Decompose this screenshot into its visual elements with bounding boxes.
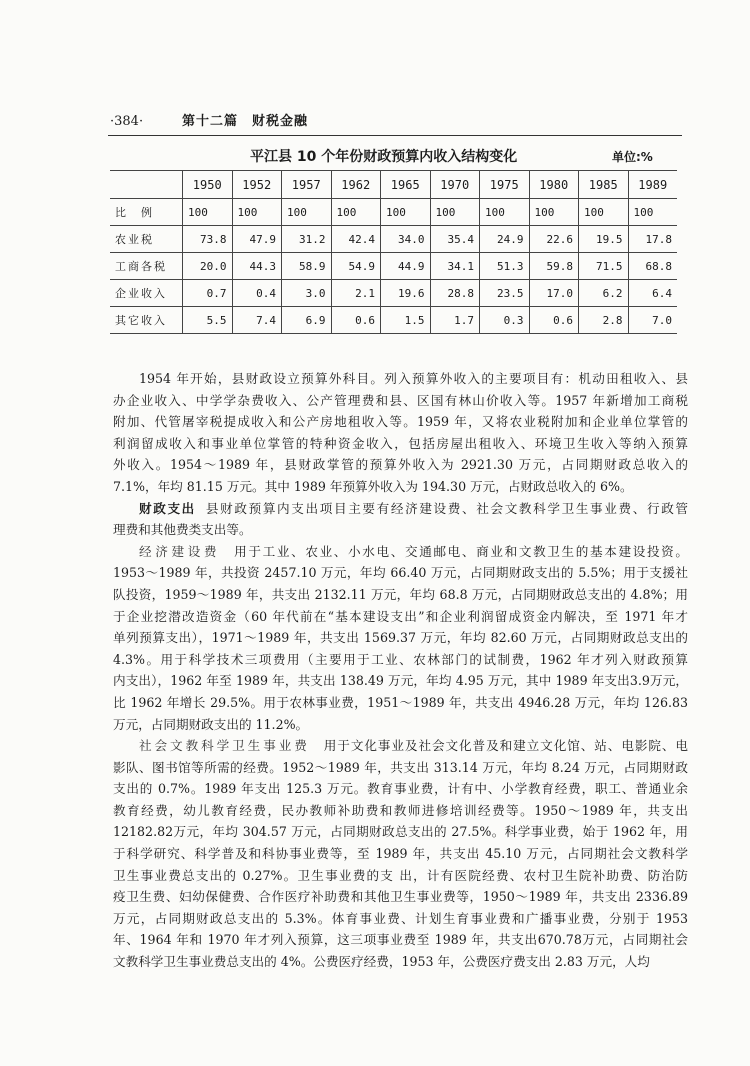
text-line [113,541,688,563]
table-cell: 47.9 [232,226,282,253]
table-cell: 0.3 [480,307,530,334]
corner-cell [110,171,183,199]
table-cell: 2.8 [579,307,629,334]
paragraph [113,541,688,735]
table-cell: 0.4 [232,280,282,307]
table-cell: 44.3 [232,253,282,280]
text-line [113,865,688,887]
table-cell: 19.6 [381,280,431,307]
line-text: 理费和其他费类支出等。 [113,522,252,538]
table-cell: 35.4 [430,226,480,253]
table-cell: 6.9 [282,307,332,334]
line-text: 支出的 0.7%。1989 年支出 125.3 万元。教育事业费，计有中、小学教育经费，职工、普通业余 [113,781,688,797]
line-text: 于科学研究、科学普及和科协事业费等，至 1989 年，共支出 45.10 万元，占同期社会文教科学 [113,846,688,862]
line-text: 年、1964 年和 1970 年才列入预算，这三项事业费至 1989 年，共支出670.78万元，占同期社会 [113,932,688,948]
paragraph [113,368,688,498]
text-line [113,929,688,951]
text-line [113,606,688,628]
text-line [113,433,688,455]
table-cell: 100 [480,199,530,226]
line-text: 比 1962 年增长 29.5%。用于农林事业费，1951～1989 年，共支出 4946.28 万元，年均 126.83 [113,694,688,710]
line-text: 万元，占同期财政总支出的 5.3%。体育事业费、计划生育事业费和广播事业费，分别于 1953 [113,910,688,926]
section-title: 第十二篇 财税金融 [182,114,309,129]
year-header: 1965 [381,171,431,199]
table-cell: 100 [579,199,629,226]
line-text: 4.3%。用于科学技术三项费用（主要用于工业、农林部门的试制费，1962 年才列入财政预算 [113,651,688,667]
header-rule [108,135,682,136]
table-cell: 73.8 [183,226,233,253]
table-cell: 100 [232,199,282,226]
line-text: 卫生事业费总支出的 0.27%。卫生事业费的支 出，计有医院经费、农村卫生院补助费、防治防 [113,867,688,883]
table-cell: 68.8 [628,253,677,280]
table-cell: 100 [381,199,431,226]
revenue-structure-table [110,170,677,334]
table-cell: 23.5 [480,280,530,307]
line-text: 教育经费，幼儿教育经费，民办教师补助费和教师进修培训经费等。1950～1989 年，共支出 [113,802,688,818]
line-text: 影队、图书馆等所需的经费。1952～1989 年，共支出 313.14 万元，年均 8.24 万元，占同期财政 [113,759,688,775]
table-cell: 5.5 [183,307,233,334]
table-title: 平江县 10 个年份财政预算内收入结构变化 [250,149,518,165]
paragraph-heading: 财政支出 [139,500,196,516]
table-cell: 6.4 [628,280,677,307]
table-cell: 100 [282,199,332,226]
paragraph-heading: 社会文教科学卫生事业费 [139,738,310,754]
year-header: 1962 [331,171,381,199]
table-cell: 100 [430,199,480,226]
table-cell: 100 [331,199,381,226]
table-cell: 44.9 [381,253,431,280]
text-line [113,821,688,843]
text-line [113,692,688,714]
table-cell: 22.6 [529,226,579,253]
table-cell: 17.8 [628,226,677,253]
table-header-row [110,171,677,199]
table-cell: 0.6 [529,307,579,334]
table-cell: 28.8 [430,280,480,307]
row-label: 比 例 [110,199,183,226]
line-text: 文教科学卫生事业费总支出的 4%。公费医疗经费，1953 年，公费医疗费支出 2.83 万元，人均 [113,954,650,970]
text-line [113,368,688,390]
table-cell: 58.9 [282,253,332,280]
table-cell: 7.4 [232,307,282,334]
text-line [113,476,688,498]
line-text: 于企业挖潜改造资金（60 年代前在“基本建设支出”和企业利润留成资金内解决，至 1971 年才 [113,608,688,624]
row-label: 企业收入 [110,280,183,307]
line-text: 7.1%，年均 81.15 万元。其中 1989 年预算外收入为 194.30 万元，占财政总收入的 6%。 [113,478,633,494]
table-cell: 42.4 [331,226,381,253]
text-line [113,843,688,865]
line-text: 用于工业、农业、小水电、交通邮电、商业和文教卫生的基本建设投资。 [234,543,688,559]
table-cell: 24.9 [480,226,530,253]
table-cell: 34.0 [381,226,431,253]
text-line [113,411,688,433]
year-header: 1989 [628,171,677,199]
table-cell: 1.5 [381,307,431,334]
table-cell: 59.8 [529,253,579,280]
table-cell: 100 [529,199,579,226]
year-header: 1975 [480,171,530,199]
table-cell: 1.7 [430,307,480,334]
text-line [113,498,688,520]
line-text: 内支出），1962 年至 1989 年，共支出 138.49 万元，年均 4.95 万元，其中 1989 年支出3.9万元， [113,673,688,689]
text-line [113,390,688,412]
table-cell: 20.0 [183,253,233,280]
row-label: 工商各税 [110,253,183,280]
table-cell: 19.5 [579,226,629,253]
text-line [113,649,688,671]
table-row [110,226,677,253]
paragraph-heading: 经济建设费 [139,543,221,559]
table-unit: 单位:% [612,150,653,164]
year-header: 1957 [282,171,332,199]
text-line [113,886,688,908]
year-header: 1950 [183,171,233,199]
row-label: 农业税 [110,226,183,253]
table-cell: 6.2 [579,280,629,307]
line-text: 利润留成收入和事业单位掌管的特种资金收入，包括房屋出租收入、环境卫生收入等纳入预算 [113,435,688,451]
table-cell: 0.6 [331,307,381,334]
text-line [113,714,688,736]
text-line [113,800,688,822]
line-text: 12182.82万元，年均 304.57 万元，占同期财政总支出的 27.5%。科学事业费，始于 1962 年，用 [113,824,688,840]
running-header [110,110,308,129]
year-header: 1980 [529,171,579,199]
table-row [110,253,677,280]
table-cell: 100 [628,199,677,226]
line-text: 外收入。1954～1989 年，县财政掌管的预算外收入为 2921.30 万元，占同期财政总收入的 [113,457,688,473]
line-text: 1953～1989 年，共投资 2457.10 万元，年均 66.40 万元，占同期财政支出的 5.5%；用于支援社 [113,565,688,581]
line-text: 用于文化事业及社会文化普及和建立文化馆、站、电影院、电 [323,738,688,754]
text-line [113,519,688,541]
body-text [113,368,688,973]
text-line [113,670,688,692]
table-cell: 51.3 [480,253,530,280]
line-text: 单列预算支出），1971～1989 年，共支出 1569.37 万元，年均 82.60 万元，占同期财政总支出的 [113,630,688,646]
text-line [113,908,688,930]
table-cell: 7.0 [628,307,677,334]
row-label: 其它收入 [110,307,183,334]
line-text: 1954 年开始，县财政设立预算外科目。列入预算外收入的主要项目有：机动田租收入、县 [139,371,688,386]
table-cell: 3.0 [282,280,332,307]
table-cell: 71.5 [579,253,629,280]
table-cell: 54.9 [331,253,381,280]
line-text: 县财政预算内支出项目主要有经济建设费、社会文教科学卫生事业费、行政管 [205,500,688,516]
text-line [113,735,688,757]
page-number: ·384· [110,114,144,129]
table-cell: 31.2 [282,226,332,253]
line-text: 附加、代管屠宰税提成收入和公产房地租收入等。1959 年，又将农业税附加和企业单位掌管的 [113,414,688,430]
year-header: 1985 [579,171,629,199]
table-cell: 100 [183,199,233,226]
paragraph [113,498,688,541]
text-line [113,627,688,649]
text-line [113,454,688,476]
table-cell: 34.1 [430,253,480,280]
line-text: 办企业收入、中学学杂费收入、公产管理费和县、区国有林山价收入等。1957 年新增加工商税 [113,392,688,408]
table-cell: 2.1 [331,280,381,307]
text-line [113,778,688,800]
table-row [110,199,677,226]
line-text: 队投资，1959～1989 年，共支出 2132.11 万元，年均 68.8 万元，占同期财政总支出的 4.8%；用 [113,586,688,602]
text-line [113,757,688,779]
paragraph [113,735,688,973]
text-line [113,584,688,606]
text-line [113,951,688,973]
table-row [110,280,677,307]
text-line [113,562,688,584]
table-row [110,307,677,334]
year-header: 1970 [430,171,480,199]
table-cell: 0.7 [183,280,233,307]
table-cell: 17.0 [529,280,579,307]
year-header: 1952 [232,171,282,199]
line-text: 疫卫生费、妇幼保健费、合作医疗补助费和其他卫生事业费等，1950～1989 年，共支出 2336.89 [113,889,688,905]
line-text: 万元，占同期财政支出的 11.2%。 [113,716,309,732]
